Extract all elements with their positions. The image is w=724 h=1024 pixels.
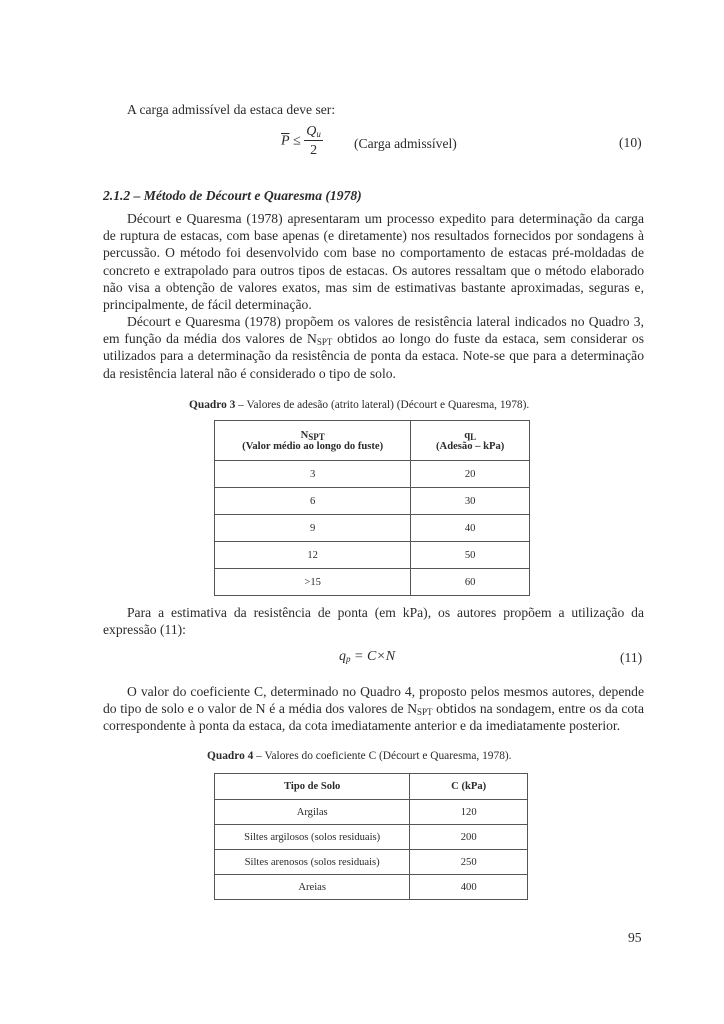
table-row <box>215 825 528 850</box>
table-cell: 30 <box>411 488 530 515</box>
para1-line: concreto e extrapolado para outros tipos de estacas. Os autores ressaltam que o método elaborado <box>103 262 644 278</box>
col2-desc: (Adesão – kPa) <box>436 440 505 452</box>
table-cell: 6 <box>215 488 411 515</box>
page-number: 95 <box>628 930 642 945</box>
table-cell: >15 <box>215 569 411 596</box>
quadro3-table <box>214 420 530 596</box>
table-cell: 120 <box>410 800 528 825</box>
nspt-sub: SPT <box>417 707 433 718</box>
para4-line <box>103 700 644 717</box>
quadro4-caption-text: – Valores do coeficiente C (Décourt e Quaresma, 1978). <box>253 750 512 762</box>
quadro3-caption-text: – Valores de adesão (atrito lateral) (Décourt e Quaresma, 1978). <box>235 399 530 411</box>
equation-11 <box>339 649 395 665</box>
table-cell: 20 <box>411 461 530 488</box>
section-heading <box>103 188 362 204</box>
quadro3-caption <box>189 399 529 411</box>
para4-text: do tipo de solo e o valor de N é a média dos valores de N <box>103 701 418 717</box>
para3-line: expressão (11): <box>103 622 186 638</box>
para2-line: da resistência lateral não é considerado o tipo de solo. <box>103 365 396 381</box>
quadro4-caption <box>207 750 512 762</box>
nspt-sub: SPT <box>316 337 333 348</box>
para4-line: correspondente à ponta da estaca, da cota imediatamente anterior e da imediatamente posterior. <box>103 718 621 734</box>
para3-line: Para a estimativa da resistência de ponta (em kPa), os autores propõem a utilização da <box>127 605 644 620</box>
eq11-number: (11) <box>620 650 643 665</box>
eq10-label: (Carga admissível) <box>354 136 457 151</box>
quadro4-table <box>214 773 528 900</box>
eq11-rhs: = C×N <box>350 649 396 664</box>
table-row <box>215 850 528 875</box>
table-cell: Argilas <box>215 800 410 825</box>
para2-text: obtidos ao longo do fuste da estaca, sem considerar os <box>332 331 644 347</box>
para4-line: O valor do coeficiente C, determinado no Quadro 4, proposto pelos mesmos autores, depende <box>127 684 644 699</box>
paragraph-3 <box>103 604 644 638</box>
para2-line: utilizados para a determinação da resistência de ponta da estaca. Note-se que para a determinação <box>103 348 644 364</box>
para1-line: percussão. O método foi desenvolvido com base no comportamento de estacas pré-moldadas de <box>103 245 644 261</box>
col1-head: N <box>300 429 309 441</box>
eq10-numerator-sub: u <box>316 129 321 139</box>
quadro4-label: Quadro 4 <box>207 750 254 762</box>
table-row <box>215 515 530 542</box>
table-cell: 60 <box>411 569 530 596</box>
col2-sub: L <box>470 431 477 442</box>
para1-line: Décourt e Quaresma (1978) apresentaram um processo expedito para determinação da carga <box>127 211 644 226</box>
col1-desc: (Valor médio ao longo do fuste) <box>242 440 384 452</box>
table-cell: Siltes arenosos (solos residuais) <box>215 850 410 875</box>
paragraph-4 <box>103 683 644 735</box>
quadro4-col2-header: C (kPa) <box>410 774 528 800</box>
para1-line: principalmente, de fácil determinação. <box>103 297 312 313</box>
para1-line: de ruptura de estacas, com base apenas (e diretamente) nos resultados fornecidos por sondagens à <box>103 228 644 244</box>
table-cell: 250 <box>410 850 528 875</box>
para4-text: obtidos na sondagem, entre os da cota <box>432 701 644 717</box>
col1-sub: SPT <box>308 431 325 442</box>
table-header-row <box>215 421 530 461</box>
section-number: 2.1.2 <box>103 188 131 203</box>
eq10-number: (10) <box>619 135 642 150</box>
table-cell: 9 <box>215 515 411 542</box>
table-cell: Siltes argilosos (solos residuais) <box>215 825 410 850</box>
para2-text: em função da média dos valores de N <box>103 331 317 347</box>
equation-10 <box>281 124 323 159</box>
table-row <box>215 800 528 825</box>
quadro3-col2-header <box>411 421 530 461</box>
table-cell: 3 <box>215 461 411 488</box>
para1-line: não visa a obtenção de valores exatos, mas sim de estimativas bastante aproximadas, seguras e, <box>103 279 644 295</box>
eq10-relation: ≤ <box>293 133 301 149</box>
table-cell: 12 <box>215 542 411 569</box>
quadro4-col1-header: Tipo de Solo <box>215 774 410 800</box>
col2-head: q <box>464 429 471 441</box>
table-row <box>215 461 530 488</box>
table-row <box>215 569 530 596</box>
eq10-numerator: Q <box>306 124 317 139</box>
eq10-denominator: 2 <box>310 143 318 158</box>
table-header-row <box>215 774 528 800</box>
paragraph-2 <box>103 313 644 382</box>
table-cell: 50 <box>411 542 530 569</box>
table-cell: 400 <box>410 875 528 900</box>
eq11-lhs: q <box>339 649 346 664</box>
intro-text: A carga admissível da estaca deve ser: <box>127 102 336 117</box>
table-cell: 40 <box>411 515 530 542</box>
eq11-lhs-sub: p <box>346 654 351 664</box>
section-title: – Método de Décourt e Quaresma (1978) <box>133 188 362 203</box>
table-row <box>215 875 528 900</box>
table-cell: 200 <box>410 825 528 850</box>
eq10-fraction <box>304 124 323 159</box>
quadro3-label: Quadro 3 <box>189 399 236 411</box>
para2-line <box>103 330 644 347</box>
table-row <box>215 488 530 515</box>
table-cell: Areias <box>215 875 410 900</box>
para2-line: Décourt e Quaresma (1978) propõem os valores de resistência lateral indicados no Quadro 3, <box>127 314 644 329</box>
quadro3-col1-header <box>215 421 411 461</box>
paragraph-1 <box>103 210 644 313</box>
table-row <box>215 542 530 569</box>
eq10-lhs: $\overline{P}$ <box>281 133 290 149</box>
